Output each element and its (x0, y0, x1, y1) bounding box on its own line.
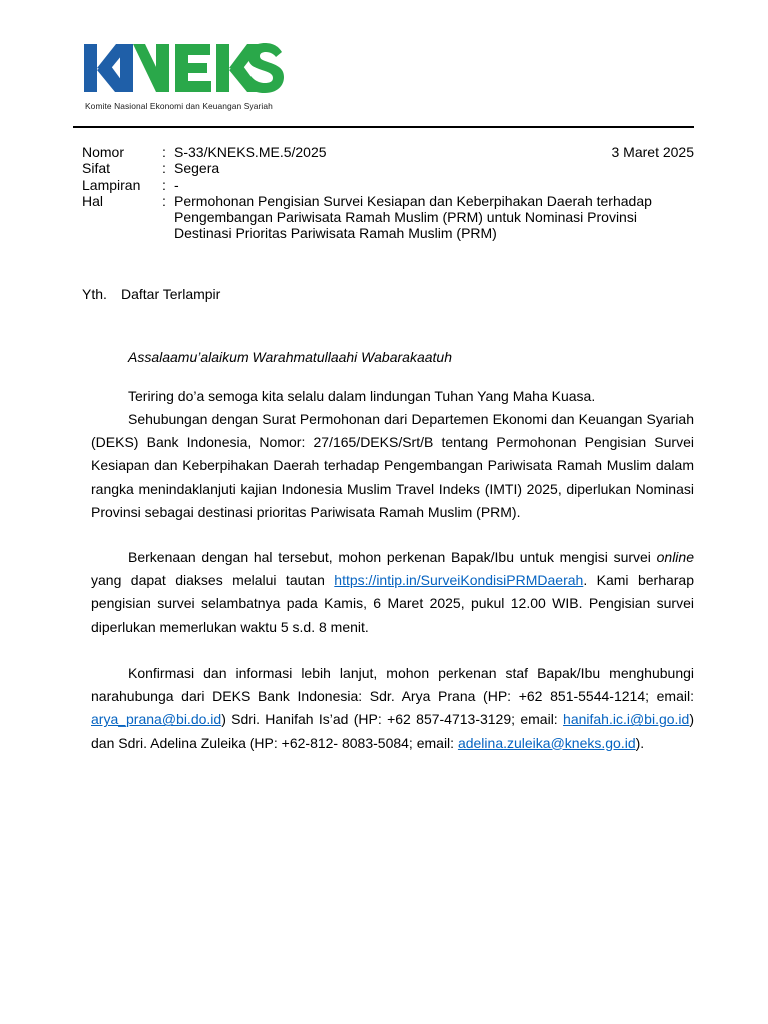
paragraph-survei (91, 546, 694, 639)
meta-hal-row (82, 193, 694, 242)
letter-meta (82, 144, 694, 242)
email-link-arya[interactable]: arya_prana@bi.do.id (91, 711, 222, 728)
salam-greeting: Assalaamu’alaikum Warahmatullaahi Wabarakaatuh (128, 349, 452, 365)
p4-text-c: ) dan Sdri. Adelina Zuleika (HP: +62-812- 8083-5084; email: (91, 711, 694, 751)
p4-text-b: ) Sdri. Hanifah Is’ad (HP: +62 857-4713-3129; email: (221, 711, 564, 728)
meta-sifat-row (82, 160, 694, 176)
p4-text-a: Konfirmasi dan informasi lebih lanjut, mohon perkenan staf Bapak/Ibu menghubungi narahubunga dari DEKS Bank Indonesia: Sdr. Arya Prana (HP: +62 851-5544-1214; email: (91, 665, 694, 705)
p4-text-d: ). (635, 734, 645, 751)
email-link-hanifah[interactable]: hanifah.ic.i@bi.go.id (563, 711, 690, 728)
recipient-value: Daftar Terlampir (121, 286, 221, 302)
header-divider (73, 126, 694, 128)
email-link-adelina[interactable]: adelina.zuleika@kneks.go.id (457, 734, 636, 751)
sifat-value: Segera (174, 160, 220, 177)
colon: : (162, 192, 166, 209)
p3-text-c: . Kami berharap pengisian survei selambatnya pada Kamis, 6 Maret 2025, pukul 12.00 WIB. Pengisian survei diperlukan memerlukan waktu 5 s.d. 8 menit. (91, 572, 694, 635)
paragraph-doa: Teriring do’a semoga kita selalu dalam lindungan Tuhan Yang Maha Kuasa. (128, 388, 596, 404)
lampiran-label: Lampiran (82, 176, 141, 193)
paragraph-sehubungan: Sehubungan dengan Surat Permohonan dari Departemen Ekonomi dan Keuangan Syariah (DEKS) Bank Indonesia, Nomor: 27/165/DEKS/Srt/B tentang Permohonan Pengisian Survei Kesiapan dan Keberpihakan Daerah terhadap Pengembangan Pariwisata Ramah Muslim dalam rangka menindaklanjuti kajian Indonesia Muslim Travel Indeks (IMTI) 2025, diperlukan Nominasi Provinsi sebagai destinasi prioritas Pariwisata Ramah Muslim (PRM). (91, 411, 694, 520)
p3-online: online (656, 549, 694, 565)
kneks-logo (84, 40, 284, 115)
nomor-value: S-33/KNEKS.ME.5/2025 (174, 144, 327, 160)
colon: : (162, 144, 166, 160)
nomor-label: Nomor (82, 144, 125, 160)
survey-link[interactable]: https://intip.in/SurveiKondisiPRMDaerah (334, 572, 584, 589)
sifat-label: Sifat (82, 160, 111, 177)
meta-lampiran-row (82, 177, 694, 193)
p3-text-b: yang dapat diakses melalui tautan (91, 572, 335, 589)
hal-label: Hal (82, 192, 104, 209)
lampiran-value: - (174, 176, 179, 193)
letter-date: 3 Maret 2025 (611, 144, 694, 160)
meta-nomor-row (82, 144, 694, 160)
logo-subtitle: Komite Nasional Ekonomi dan Keuangan Syariah (85, 101, 273, 111)
paragraph-kontak (91, 662, 694, 755)
hal-value: Permohonan Pengisian Survei Kesiapan dan Keberpihakan Daerah terhadap Pengembangan Pariwisata Ramah Muslim (PRM) untuk Nominasi Provinsi Destinasi Prioritas Pariwisata Ramah Muslim (PRM) (174, 192, 652, 242)
kneks-logo-mark (84, 40, 284, 98)
recipient (82, 286, 220, 302)
p3-text-a: Berkenaan dengan hal tersebut, mohon perkenan Bapak/Ibu untuk mengisi survei (128, 549, 657, 565)
recipient-label: Yth. (82, 286, 107, 302)
colon: : (162, 160, 166, 177)
colon: : (162, 176, 166, 193)
